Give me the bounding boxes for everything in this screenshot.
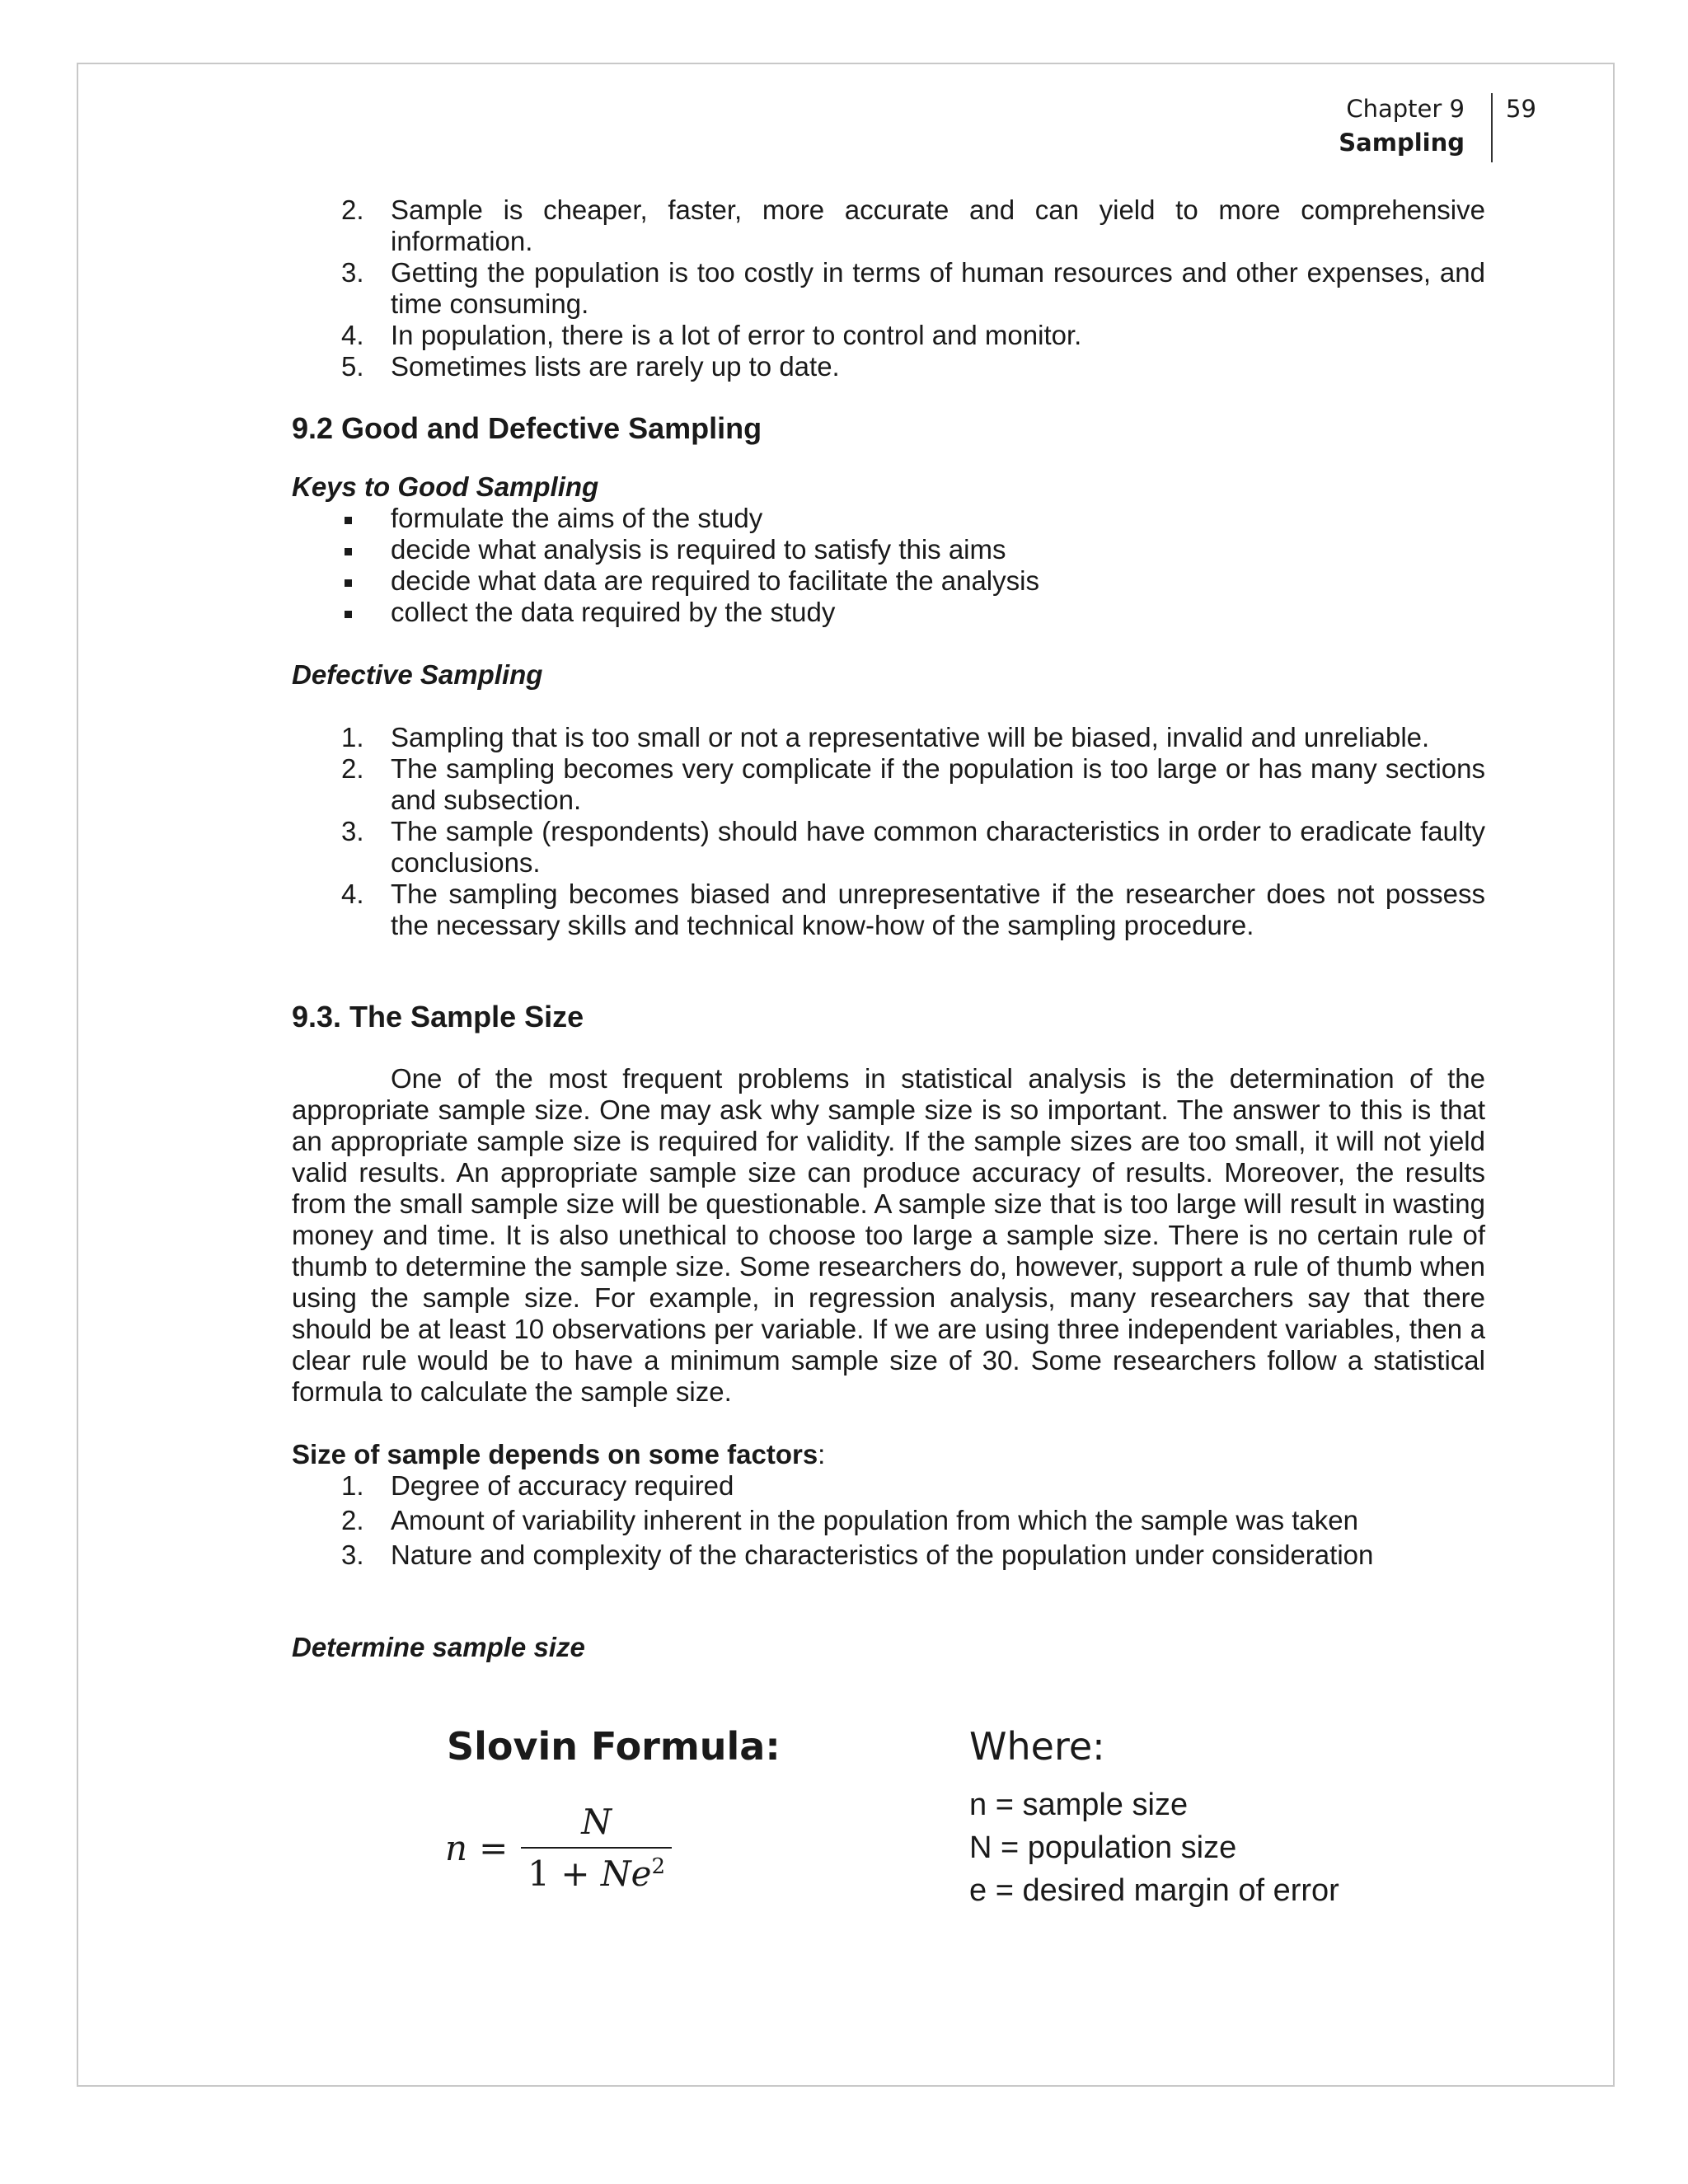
list-number: 5.: [341, 351, 364, 382]
defective-list: [292, 722, 1485, 941]
defective-heading: Defective Sampling: [292, 659, 543, 690]
list-text: Nature and complexity of the characteristics of the population under consideration: [391, 1540, 1374, 1570]
factors-lead: Size of sample depends on some factors: [292, 1439, 818, 1469]
list-item: [292, 565, 1485, 597]
list-text: decide what data are required to facilitate the analysis: [391, 565, 1039, 596]
running-header: [1339, 92, 1478, 160]
formula-exponent: 2: [651, 1854, 666, 1879]
formula-fraction: [521, 1802, 672, 1894]
list-number: 2.: [341, 194, 364, 225]
list-number: 2.: [341, 1505, 364, 1535]
header-chapter: Chapter 9: [1346, 95, 1465, 123]
section-heading-9-3: 9.3. The Sample Size: [292, 1000, 584, 1033]
header-divider: [1491, 93, 1493, 162]
where-title: Where:: [969, 1724, 1105, 1769]
keys-list: [292, 503, 1485, 628]
list-item: [292, 194, 1485, 257]
formula-numerator: N: [581, 1802, 612, 1842]
list-text: decide what analysis is required to satisfy this aims: [391, 534, 1006, 565]
header-title: Sampling: [1339, 129, 1465, 157]
where-definitions: [969, 1783, 1339, 1912]
formula-denominator-var: Ne: [600, 1854, 652, 1894]
slovin-formula: [445, 1802, 672, 1894]
list-item: [292, 722, 1485, 753]
factors-list: [292, 1470, 1485, 1571]
list-number: 3.: [341, 257, 364, 288]
formula-denominator-prefix: 1 +: [528, 1854, 601, 1894]
list-number: 3.: [341, 1540, 364, 1570]
list-item: [292, 534, 1485, 565]
list-number: 4.: [341, 320, 364, 350]
list-text: Sample is cheaper, faster, more accurate and can yield to more comprehensive information.: [391, 194, 1485, 256]
list-item: [292, 1505, 1485, 1536]
bullet-icon: [345, 565, 352, 597]
definition-e: e = desired margin of error: [969, 1873, 1339, 1908]
page-content: [292, 194, 1485, 1663]
list-item: [292, 257, 1485, 320]
sample-size-paragraph: One of the most frequent problems in statistical analysis is the determination of the appropriate sample size. One may ask why sample size is so important. The answer to this is that an appropriate sample size is required for validity. If the sample sizes are too small, it will not yield valid results. An appropriate sample size can produce accuracy of results. Moreover, the results from the small sample size will be questionable. A sample size that is too large will result in wasting money and time. It is also unethical to choose too large a sample size. There is no certain rule of thumb to determine the sample size. Some researchers do, however, support a rule of thumb when using the sample size. For example, in regression analysis, many researchers say that there should be at least 10 observations per variable. If we are using three independent variables, then a clear rule would be to have a minimum sample size of 30. Some researchers follow a statistical formula to calculate the sample size.: [292, 1063, 1485, 1407]
definition-big-n: N = population size: [969, 1830, 1237, 1865]
bullet-icon: [345, 503, 352, 534]
list-item: [292, 503, 1485, 534]
page-number: 59: [1506, 95, 1536, 123]
list-item: [292, 753, 1485, 816]
list-text: formulate the aims of the study: [391, 503, 763, 533]
list-text: Degree of accuracy required: [391, 1470, 734, 1501]
list-number: 3.: [341, 816, 364, 846]
list-item: [292, 597, 1485, 628]
factors-lead-line: [292, 1439, 1485, 1470]
list-item: [292, 879, 1485, 941]
determine-heading: Determine sample size: [292, 1632, 585, 1662]
list-item: [292, 1470, 1485, 1502]
list-number: 4.: [341, 879, 364, 909]
bullet-icon: [345, 534, 352, 565]
bullet-icon: [345, 597, 352, 628]
section-heading-9-2: 9.2 Good and Defective Sampling: [292, 411, 762, 445]
list-text: Amount of variability inherent in the population from which the sample was taken: [391, 1505, 1358, 1535]
list-text: Sometimes lists are rarely up to date.: [391, 351, 840, 382]
list-number: 1.: [341, 1470, 364, 1501]
formula-denominator: [521, 1847, 672, 1894]
list-item: [292, 351, 1485, 382]
formula-equals: =: [479, 1827, 509, 1868]
list-item: [292, 320, 1485, 351]
factors-colon: :: [818, 1439, 826, 1469]
list-text: The sampling becomes very complicate if the population is too large or has many sections and subsection.: [391, 753, 1485, 815]
list-text: The sampling becomes biased and unrepresentative if the researcher does not possess the necessary skills and technical know-how of the sampling procedure.: [391, 879, 1485, 940]
list-number: 2.: [341, 753, 364, 784]
list-text: Sampling that is too small or not a representative will be biased, invalid and unreliable.: [391, 722, 1430, 752]
list-text: In population, there is a lot of error to control and monitor.: [391, 320, 1082, 350]
list-text: The sample (respondents) should have common characteristics in order to eradicate faulty conclusions.: [391, 816, 1485, 878]
keys-heading: Keys to Good Sampling: [292, 471, 599, 502]
list-item: [292, 816, 1485, 879]
continued-list: [292, 194, 1485, 382]
definition-n: n = sample size: [969, 1788, 1189, 1822]
formula-lhs: n: [445, 1827, 468, 1868]
list-text: Getting the population is too costly in terms of human resources and other expenses, and time consuming.: [391, 257, 1485, 319]
list-number: 1.: [341, 722, 364, 752]
slovin-title: Slovin Formula:: [447, 1724, 781, 1769]
list-item: [292, 1540, 1485, 1571]
list-text: collect the data required by the study: [391, 597, 836, 627]
